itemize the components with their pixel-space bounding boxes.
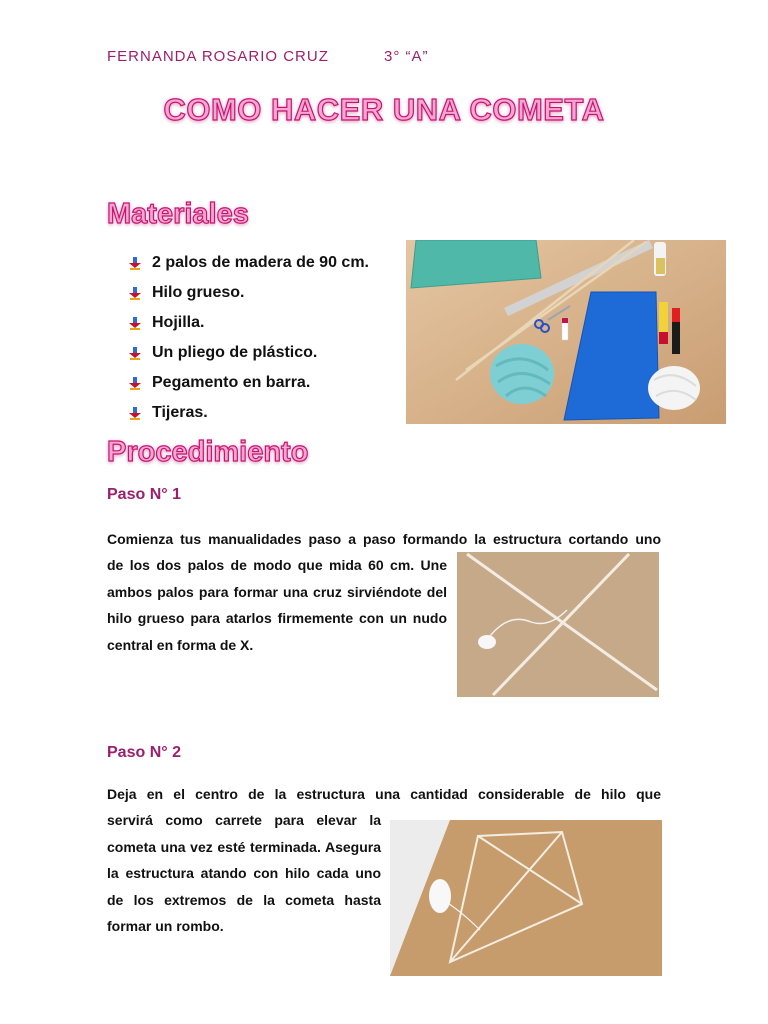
arrow-bullet-icon [128, 286, 142, 300]
material-label: Un pliego de plástico. [152, 344, 318, 361]
materials-list [128, 248, 369, 428]
material-label: Tijeras. [152, 404, 208, 421]
arrow-bullet-icon [128, 316, 142, 330]
material-label: Pegamento en barra. [152, 374, 311, 391]
list-item [128, 248, 369, 278]
procedure-heading: Procedimiento [107, 436, 309, 468]
author-name: FERNANDA ROSARIO CRUZ [107, 48, 329, 65]
cross-sticks-photo [457, 552, 659, 697]
list-item [128, 278, 369, 308]
grade-label: 3° “A” [384, 48, 429, 65]
kite-frame-photo [390, 820, 662, 976]
list-item [128, 308, 369, 338]
arrow-bullet-icon [128, 346, 142, 360]
arrow-bullet-icon [128, 256, 142, 270]
step-1-text: de los dos palos de modo que mida 60 cm. Une ambos palos para formar una cruz sirviéndote del hilo grueso para atarlos firmemente con un nudo central en forma de X. [107, 557, 447, 653]
step-2-text-first-line: Deja en el centro de la estructura una cantidad considerable de hilo que [107, 786, 661, 802]
arrow-bullet-icon [128, 406, 142, 420]
step-1-title: Paso N° 1 [107, 486, 181, 503]
document-title: COMO HACER UNA COMETA [163, 92, 605, 127]
step-2-text: servirá como carrete para elevar la cometa una vez esté terminada. Asegura la estructura atando con hilo cada uno de los extremos de la cometa hasta formar un rombo. [107, 812, 381, 934]
material-label: 2 palos de madera de 90 cm. [152, 254, 369, 271]
list-item [128, 338, 369, 368]
material-label: Hilo grueso. [152, 284, 245, 301]
materials-photo [406, 240, 726, 424]
list-item [128, 398, 369, 428]
list-item [128, 368, 369, 398]
materials-heading: Materiales [107, 198, 249, 230]
arrow-bullet-icon [128, 376, 142, 390]
step-2-title: Paso N° 2 [107, 744, 181, 761]
material-label: Hojilla. [152, 314, 205, 331]
step-1-text-first-line: Comienza tus manualidades paso a paso formando la estructura cortando uno [107, 531, 661, 547]
